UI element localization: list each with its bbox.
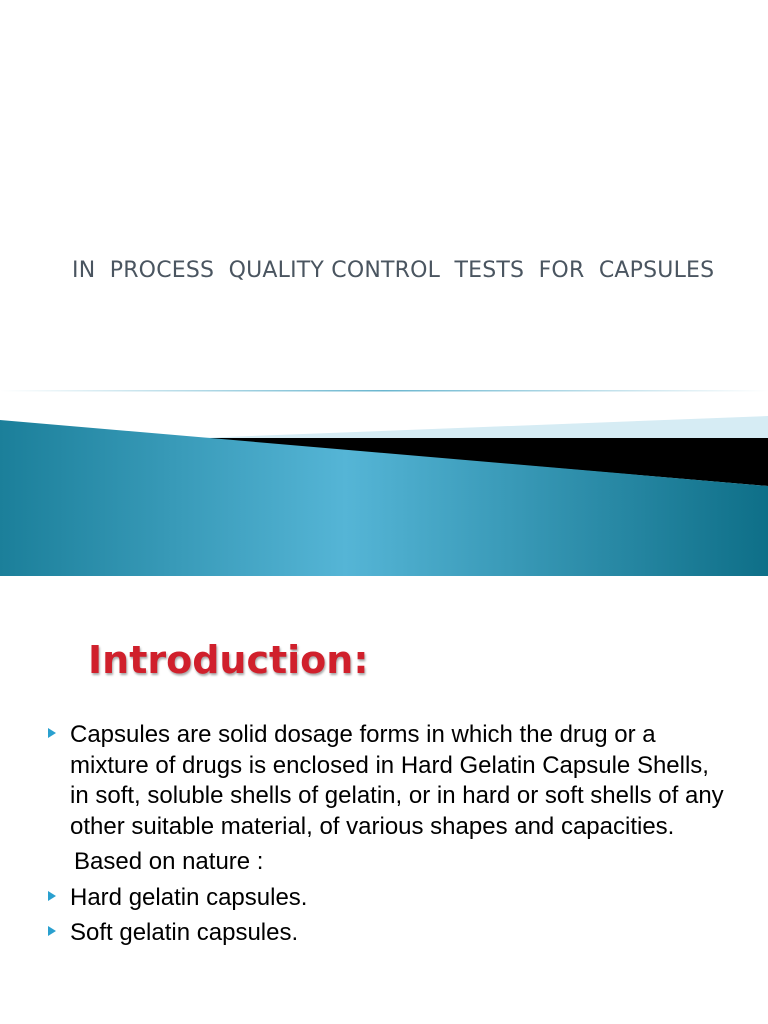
triangle-bullet-icon [48, 891, 56, 901]
list-item [44, 918, 724, 949]
bullet-list [44, 720, 724, 954]
list-item-text: Based on nature : [74, 848, 264, 875]
list-item [44, 847, 724, 878]
introduction-heading: Introduction: [88, 638, 369, 682]
list-item-text: Hard gelatin capsules. [70, 883, 308, 911]
list-item-text: Soft gelatin capsules. [70, 919, 299, 946]
banner-light-band [200, 416, 768, 438]
list-item-text: Capsules are solid dosage forms in which the drug or a mixture of drugs is enclosed in Hard Gelatin Capsule Shells, in soft, soluble shells of gelatin, or in hard or soft shells of any other suitable material, of various shapes and capacities. [70, 721, 724, 840]
banner-thin-line [0, 390, 768, 392]
list-item [44, 720, 724, 842]
triangle-bullet-icon [48, 926, 56, 936]
slide-title: IN PROCESS QUALITY CONTROL TESTS FOR CAPSULES [72, 258, 715, 283]
triangle-bullet-icon [48, 728, 56, 738]
decorative-banner [0, 380, 768, 580]
list-item [44, 883, 724, 914]
